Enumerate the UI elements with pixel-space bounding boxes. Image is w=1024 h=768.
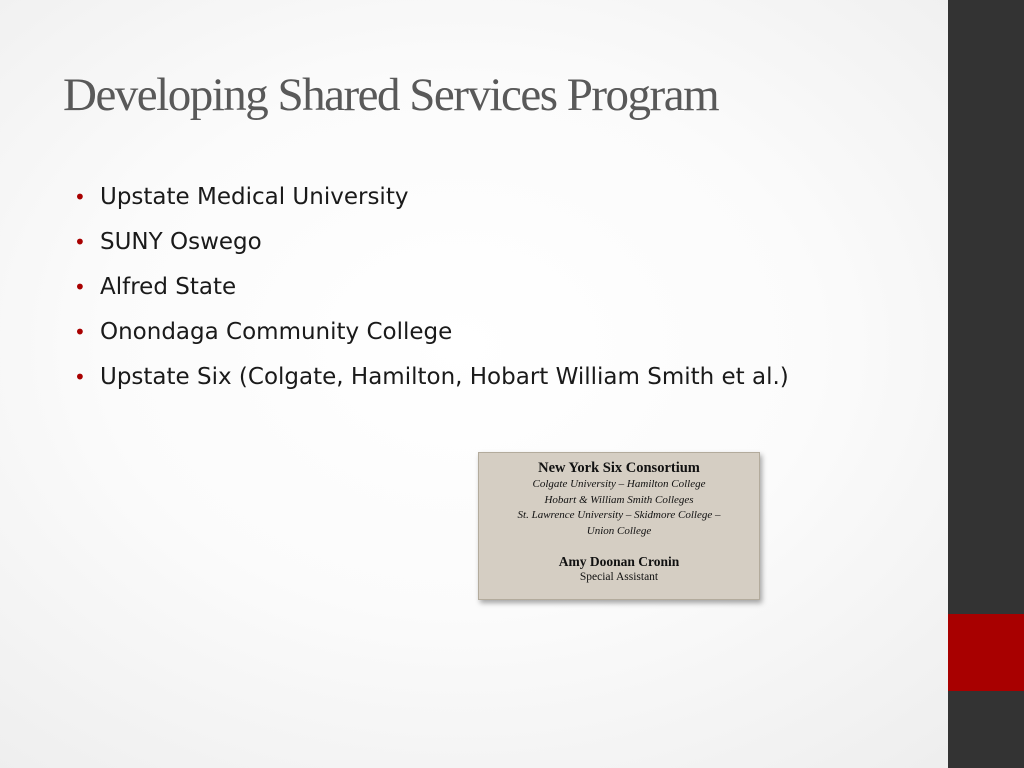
bullet-text: Upstate Medical University (100, 184, 409, 210)
bullet-marker-icon: • (74, 320, 86, 344)
bullet-marker-icon: • (74, 365, 86, 389)
bullet-marker-icon: • (74, 275, 86, 299)
bullet-marker-icon: • (74, 185, 86, 209)
bullet-item (74, 274, 789, 319)
card-title: New York Six Consortium (538, 460, 700, 476)
bullet-text: SUNY Oswego (100, 229, 262, 255)
bullet-text: Upstate Six (Colgate, Hamilton, Hobart William Smith et al.) (100, 364, 789, 390)
card-person-name: Amy Doonan Cronin (558, 554, 680, 569)
card-line: St. Lawrence University – Skidmore College – (517, 509, 721, 521)
bullet-item (74, 184, 789, 229)
card-person-role: Special Assistant (579, 571, 659, 583)
bullet-list (74, 184, 789, 409)
right-sidebar-bar (948, 0, 1024, 768)
slide-title: Developing Shared Services Program (63, 69, 719, 121)
bullet-text: Onondaga Community College (100, 319, 453, 345)
bullet-item (74, 319, 789, 364)
card-line: Colgate University – Hamilton College (532, 478, 706, 490)
card-line: Hobart & William Smith Colleges (544, 493, 694, 506)
business-card-image (478, 452, 760, 600)
sidebar-accent-block (948, 614, 1024, 691)
bullet-text: Alfred State (100, 274, 237, 300)
bullet-item (74, 229, 789, 274)
bullet-marker-icon: • (74, 230, 86, 254)
bullet-item (74, 364, 789, 409)
card-line: Union College (586, 524, 652, 537)
